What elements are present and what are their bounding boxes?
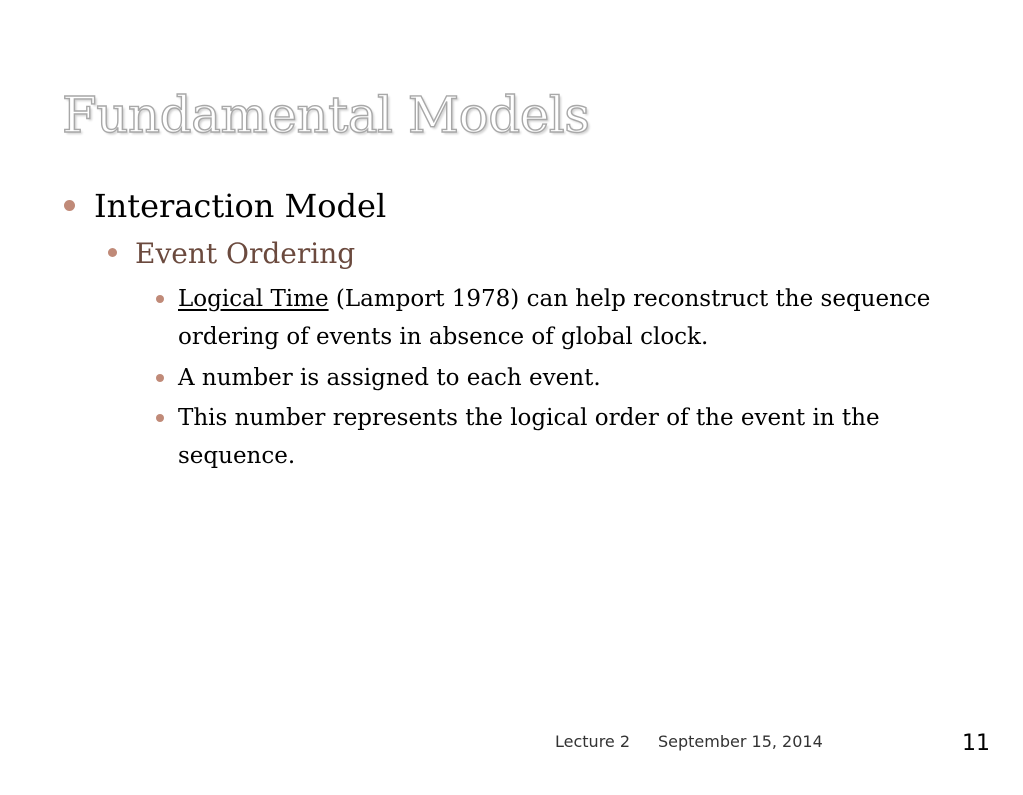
bullet-text [178,280,946,356]
footer-lecture: Lecture 2 [555,732,631,751]
bullet-level3-logical-time [156,280,946,356]
bullet-text: This number represents the logical order of the event in the sequence. [178,405,880,469]
bullet-dot-icon [64,200,75,211]
bullet-level1-interaction-model [64,184,386,228]
bullet-text: A number is assigned to each event. [178,365,601,391]
bullet-level3-number-assigned [156,359,946,397]
bullet-dot-icon [156,295,164,303]
slide-title: Fundamental Models [62,86,590,144]
bullet-dot-icon [108,248,117,257]
page-number: 11 [962,731,990,756]
bullet-text-rest: (Lamport 1978) can help reconstruct the sequence ordering of events in absence of global clock. [178,286,931,350]
footer-date: September 15, 2014 [658,732,823,751]
bullet-text: Interaction Model [94,187,387,225]
bullet-level3-logical-order [156,399,946,475]
bullet-level2-event-ordering [108,234,355,274]
bullet-dot-icon [156,374,164,382]
logical-time-link[interactable]: Logical Time [178,286,329,312]
bullet-text: Event Ordering [135,237,356,270]
bullet-dot-icon [156,414,164,422]
